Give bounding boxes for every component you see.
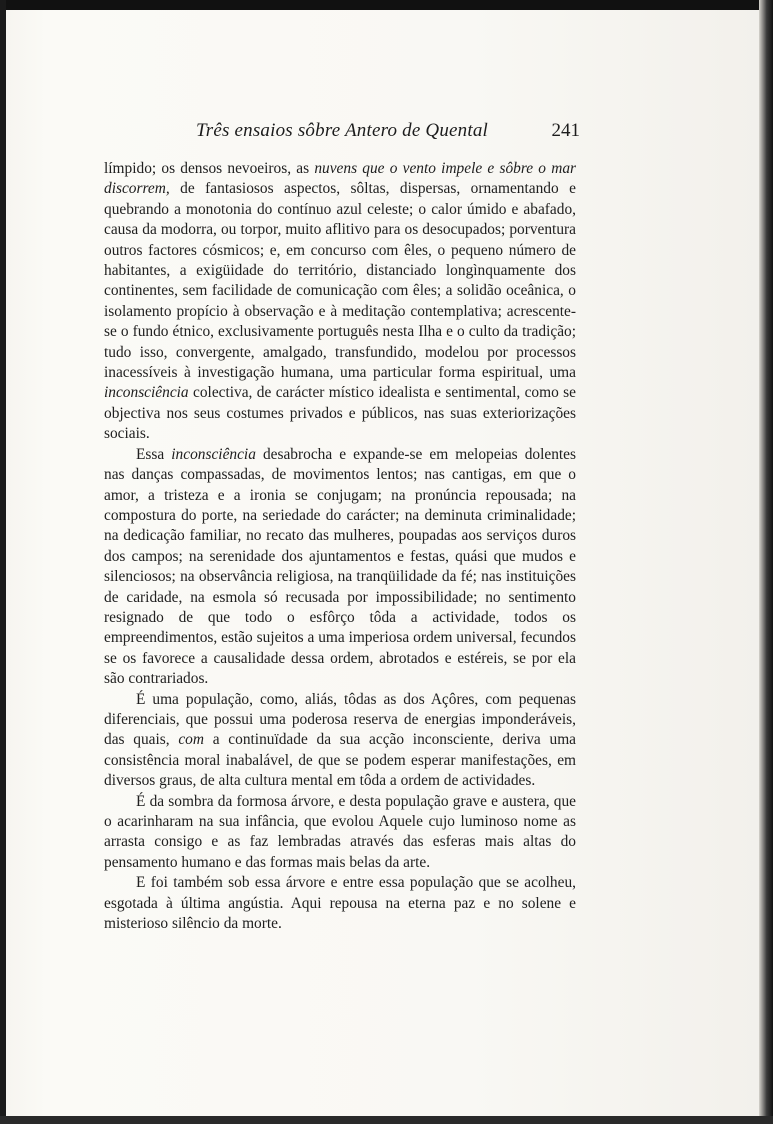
page-header [104, 120, 580, 146]
text-run: Essa [136, 445, 172, 463]
body-text [104, 159, 576, 934]
paragraph [104, 159, 576, 445]
text-run: É da sombra da formosa árvore, e desta população grave e austera, que o acarinharam na sua infância, que evolou Aquele cujo luminoso nome as arrasta consigo e as faz lembradas através das esferas mais altas do pensamento humano e das formas mais belas da arte. [104, 792, 576, 871]
scan-border-right [759, 0, 773, 1124]
scan-border-top [0, 0, 773, 10]
paragraph [104, 445, 576, 690]
italic-run: inconsciência [104, 384, 189, 402]
scan-border-left [0, 0, 6, 1124]
text-run: límpido; os densos nevoeiros, as [104, 160, 315, 177]
text-run: a continuïdade da sua acção inconsciente, deriva uma consistência moral inabalável, de que se podem esperar manifestações, em diversos graus, de alta cultura mental em tôda a ordem de actividades. [104, 731, 576, 790]
paragraph [104, 690, 576, 792]
paragraph [104, 792, 576, 874]
italic-run: nuvens que o vento impele e sôbre o mar discorrem, [104, 160, 577, 198]
text-run: E foi também sob essa árvore e entre essa população que se acolheu, esgotada à última angústia. Aqui repousa na eterna paz e no solene e misterioso silêncio da morte. [104, 874, 576, 933]
text-run: desabrocha e expande-se em melopeias dolentes nas danças compassadas, de movimentos lentos; nas cantigas, em que o amor, a tristeza e a ironia se conjugam; na pronúncia repousada; na compostura do porte, na seriedade do carácter; na deminuta criminalidade; na dedicação familiar, no recato das mulheres, poupadas aos serviços duros dos campos; na serenidade dos ajuntamentos e festas, quási que mudos e silenciosos; na observância religiosa, na tranqüilidade da fé; nas instituições de caridade, na esmola só recusada por impossibilidade; no sentimento resignado de que todo o esfôrço tôda a actividade, todos os empreendimentos, estão sujeitos a uma imperiosa ordem universal, fecundos se os favorece a causalidade dessa ordem, abrotados e estéreis, se por ela são contrariados. [104, 445, 576, 688]
running-title: Três ensaios sôbre Antero de Quental [196, 120, 489, 141]
italic-run: com [178, 731, 204, 749]
italic-run: inconsciência [171, 445, 256, 463]
paragraph [104, 873, 576, 934]
page-number: 241 [551, 120, 580, 141]
text-run: É uma população, como, aliás, tôdas as dos Açôres, com pequenas diferenciais, que possui uma poderosa reserva de energias imponderáveis, das quais, [104, 690, 576, 749]
text-run: de fantasiosos aspectos, sôltas, dispersas, ornamentando e quebrando a monotonia do contínuo azul celeste; o calor úmido e abafado, causa da modorra, ou torpor, muito aflitivo para os desocupados; porventura outros factores cósmicos; e, em concurso com êles, o pequeno número de habitantes, a exigüidade do território, distanciado longìnquamente dos continentes, sem facilidade de comunicação com êles; a solidão oceânica, o isolamento propício à observação e à meditação contemplativa; acrescente-se o fundo étnico, exclusivamente português nesta Ilha e o culto da tradição; tudo isso, convergente, amalgado, transfundido, modelou por processos inacessíveis à investigação humana, uma particular forma espiritual, uma [104, 180, 576, 382]
text-run: colectiva, de carácter místico idealista e sentimental, como se objectiva nos seus costumes privados e públicos, nas suas exteriorizações sociais. [104, 384, 576, 443]
scan-border-bottom [0, 1116, 773, 1124]
